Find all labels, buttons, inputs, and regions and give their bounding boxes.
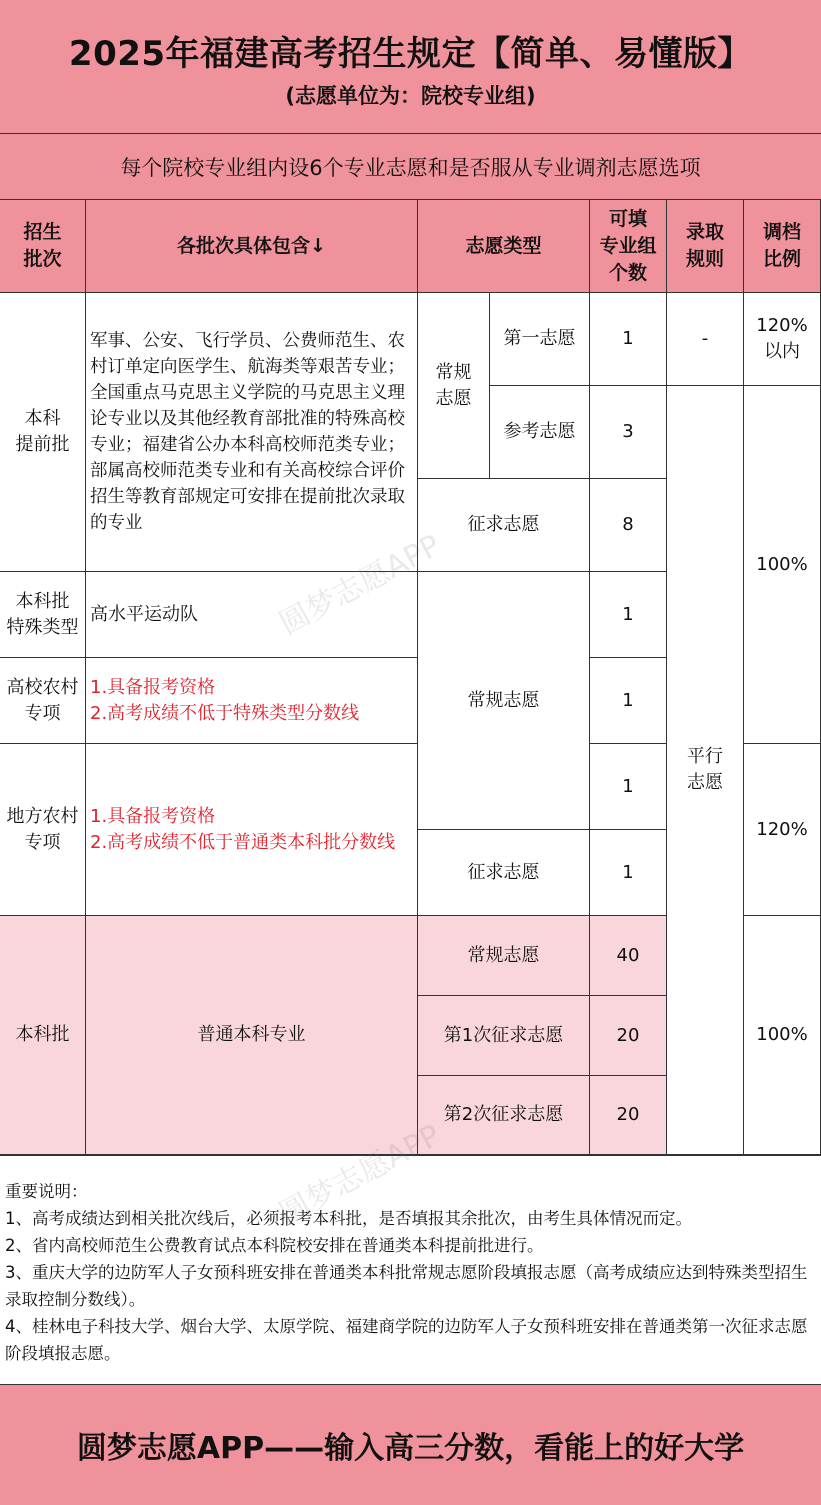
merged-regular-type: 常规志愿 [418,572,590,830]
explanation-item: 1、高考成绩达到相关批次线后，必须报考本科批，是否填报其余批次，由考生具体情况而定。 [5,1209,692,1228]
footer-banner [0,1385,821,1505]
batch-college-rural: 高校农村 专项 [0,658,86,744]
explanation-heading: 重要说明： [5,1182,88,1201]
advance-first-rule: - [667,293,744,386]
batch-special-type: 本科批 特殊类型 [0,572,86,658]
watermark: 圆梦志愿APP [273,1118,447,1233]
batch-undergrad: 本科批 [0,916,86,1155]
parallel-rule: 平行 志愿 [667,386,744,1155]
local-rural-solicit-count: 1 [590,830,667,916]
undergrad-regular-count: 40 [590,916,667,996]
advance-reference-choice: 参考志愿 [490,386,590,479]
batch-advance: 本科 提前批 [0,293,86,572]
local-rural-condition-1: 1.具备报考资格 [90,805,216,827]
advance-first-choice: 第一志愿 [490,293,590,386]
local-rural-count: 1 [590,744,667,830]
advance-solicit-count: 8 [590,479,667,572]
header-rule: 录取 规则 [667,200,744,293]
local-rural-condition-2: 2.高考成绩不低于普通类本科批分数线 [90,831,396,853]
local-rural-conditions [86,744,418,916]
advance-regular-type: 常规 志愿 [418,293,490,479]
header-content: 各批次具体包含↓ [86,200,418,293]
header-batch: 招生 批次 [0,200,86,293]
title-banner [0,0,821,134]
watermark: 圆梦志愿APP [273,528,447,643]
college-rural-condition-1: 1.具备报考资格 [90,676,216,698]
header-type: 志愿类型 [418,200,590,293]
college-rural-conditions [86,658,418,744]
special-count: 1 [590,572,667,658]
advance-content: 军事、公安、飞行学员、公费师范生、农村订单定向医学生、航海类等艰苦专业；全国重点马克思主义学院的马克思主义理论专业以及其他经教育部批准的特殊高校专业；福建省公办本科高校师范类专业；部属高校师范类专业和有关高校综合评价招生等教育部规定可安排在提前批次录取的专业 [86,293,418,572]
advance-reference-count: 3 [590,386,667,479]
ratio-120: 120% [744,744,821,916]
undergrad-solicit2-count: 20 [590,1076,667,1155]
advance-first-count: 1 [590,293,667,386]
note-text: 每个院校专业组内设6个专业志愿和是否服从专业调剂志愿选项 [120,156,701,180]
explanation-section [0,1155,821,1385]
advance-solicit-type: 征求志愿 [418,479,590,572]
undergrad-solicit2-type: 第2次征求志愿 [418,1076,590,1155]
explanation-item: 3、重庆大学的边防军人子女预科班安排在普通类本科批常规志愿阶段填报志愿（高考成绩应达到特殊类型招生录取控制分数线）。 [5,1263,808,1309]
undergrad-solicit1-type: 第1次征求志愿 [418,996,590,1076]
undergrad-solicit1-count: 20 [590,996,667,1076]
note-banner [0,134,821,200]
undergrad-regular-type: 常规志愿 [418,916,590,996]
header-count: 可填 专业组 个数 [590,200,667,293]
admission-table [0,200,821,1155]
header-ratio: 调档 比例 [744,200,821,293]
explanation-item: 4、桂林电子科技大学、烟台大学、太原学院、福建商学院的边防军人子女预科班安排在普通类第一次征求志愿阶段填报志愿。 [5,1317,808,1363]
undergrad-ratio: 100% [744,916,821,1155]
undergrad-content: 普通本科专业 [86,916,418,1155]
footer-slogan: 圆梦志愿APP——输入高三分数，看能上的好大学 [76,1431,745,1466]
page-title: 2025年福建高考招生规定【简单、易懂版】 [68,34,753,74]
page-subtitle: (志愿单位为：院校专业组) [285,84,536,108]
local-rural-solicit-type: 征求志愿 [418,830,590,916]
special-content: 高水平运动队 [86,572,418,658]
college-rural-condition-2: 2.高考成绩不低于特殊类型分数线 [90,702,360,724]
explanation-item: 2、省内高校师范生公费教育试点本科院校安排在普通类本科提前批进行。 [5,1236,544,1255]
advance-first-ratio: 120% 以内 [744,293,821,386]
ratio-100-upper: 100% [744,386,821,744]
college-rural-count: 1 [590,658,667,744]
batch-local-rural: 地方农村 专项 [0,744,86,916]
